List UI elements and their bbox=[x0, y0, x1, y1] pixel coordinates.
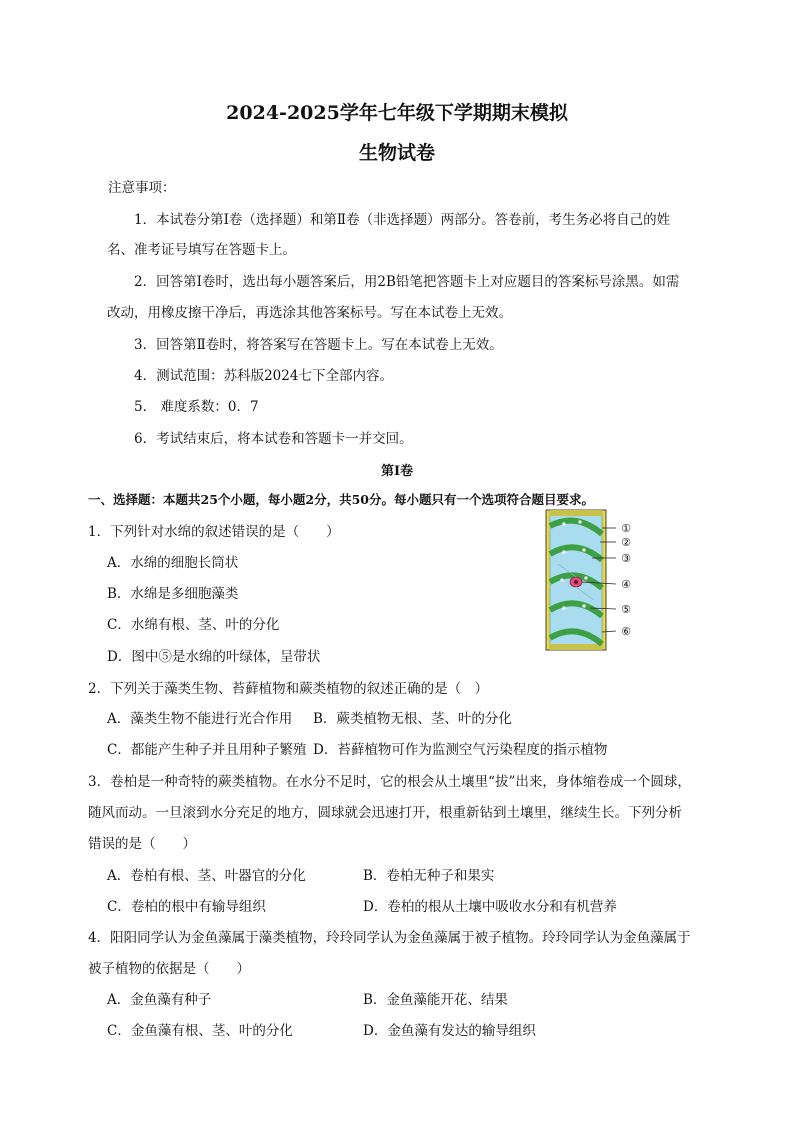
label-3: ③ bbox=[621, 552, 631, 565]
notice-heading: 注意事项： bbox=[108, 180, 176, 196]
volume-heading: 第Ⅰ卷 bbox=[380, 464, 414, 479]
q1-option-b: B．水绵是多细胞藻类 bbox=[107, 586, 239, 602]
notice-item-1-cont: 名、准考证号填写在答题卡上。 bbox=[107, 242, 296, 258]
q4-stem-line2: 被子植物的依据是（ ） bbox=[88, 961, 250, 977]
q3-stem-line2: 随风而动。一旦滚到水分充足的地方，圆球就会迅速打开，根重新钻到土壤里，继续生长。下列分析 bbox=[88, 805, 682, 821]
q2-stem: 2．下列关于藻类生物、苔藓植物和蕨类植物的叙述正确的是（ ） bbox=[88, 681, 489, 697]
q2-option-d: D．苔藓植物可作为监测空气污染程度的指示植物 bbox=[313, 742, 608, 758]
notice-item-3: 3．回答第Ⅱ卷时，将答案写在答题卡上。写在本试卷上无效。 bbox=[134, 337, 503, 353]
label-2: ② bbox=[621, 536, 631, 549]
q4-option-c: C．金鱼藻有根、茎、叶的分化 bbox=[107, 1023, 293, 1039]
q4-option-b: B．金鱼藻能开花、结果 bbox=[363, 992, 508, 1008]
q3-option-b: B．卷柏无种子和果实 bbox=[363, 868, 495, 884]
notice-item-4: 4．测试范围：苏科版2024七下全部内容。 bbox=[134, 368, 393, 384]
page-subtitle: 生物试卷 bbox=[358, 142, 435, 164]
q3-option-a: A．卷柏有根、茎、叶器官的分化 bbox=[107, 868, 306, 884]
notice-item-2: 2．回答第Ⅰ卷时，选出每小题答案后，用2B铅笔把答题卡上对应题目的答案标号涂黑。如需 bbox=[134, 274, 680, 290]
q4-option-a: A．金鱼藻有种子 bbox=[107, 992, 212, 1008]
notice-item-1: 1．本试卷分第Ⅰ卷（选择题）和第Ⅱ卷（非选择题）两部分。答卷前，考生务必将自己的姓 bbox=[134, 212, 671, 228]
q1-stem: 1．下列针对水绵的叙述错误的是（ ） bbox=[88, 524, 340, 540]
notice-item-2-cont: 改动，用橡皮擦干净后，再选涂其他答案标号。写在本试卷上无效。 bbox=[107, 305, 512, 321]
q1-option-d: D．图中⑤是水绵的叶绿体，呈带状 bbox=[107, 649, 321, 665]
q3-stem-line1: 3．卷柏是一种奇特的蕨类植物。在水分不足时，它的根会从土壤里“拔”出来，身体缩卷成一个圆球， bbox=[88, 774, 691, 790]
section-instruction: 一、选择题：本题共25个小题，每小题2分，共50分。每小题只有一个选项符合题目要求。 bbox=[88, 492, 594, 507]
label-1: ① bbox=[621, 522, 631, 535]
notice-item-6: 6．考试结束后，将本试卷和答题卡一并交回。 bbox=[134, 431, 413, 447]
label-5: ⑤ bbox=[621, 603, 631, 616]
label-6: ⑥ bbox=[621, 625, 631, 638]
q2-option-b: B．蕨类植物无根、茎、叶的分化 bbox=[313, 711, 512, 727]
label-4: ④ bbox=[621, 578, 631, 591]
page-title: 2024-2025学年七年级下学期期末模拟 bbox=[226, 102, 568, 124]
q2-option-a: A．藻类生物不能进行光合作用 bbox=[107, 711, 293, 727]
q2-option-c: C．都能产生种子并且用种子繁殖 bbox=[107, 742, 307, 758]
q3-option-c: C．卷柏的根中有输导组织 bbox=[107, 899, 266, 915]
q3-option-d: D．卷柏的根从土壤中吸收水分和有机营养 bbox=[363, 899, 617, 915]
notice-item-5: 5． 难度系数：0．7 bbox=[134, 399, 259, 415]
q1-option-c: C．水绵有根、茎、叶的分化 bbox=[107, 617, 280, 633]
q3-stem-line3: 错误的是（ ） bbox=[88, 836, 196, 852]
q1-option-a: A．水绵的细胞长筒状 bbox=[107, 555, 239, 571]
q4-stem-line1: 4．阳阳同学认为金鱼藻属于藻类植物，玲玲同学认为金鱼藻属于被子植物。玲玲同学认为金鱼藻属于 bbox=[88, 930, 691, 946]
q4-option-d: D．金鱼藻有发达的输导组织 bbox=[363, 1023, 536, 1039]
spirogyra-diagram bbox=[544, 508, 648, 652]
